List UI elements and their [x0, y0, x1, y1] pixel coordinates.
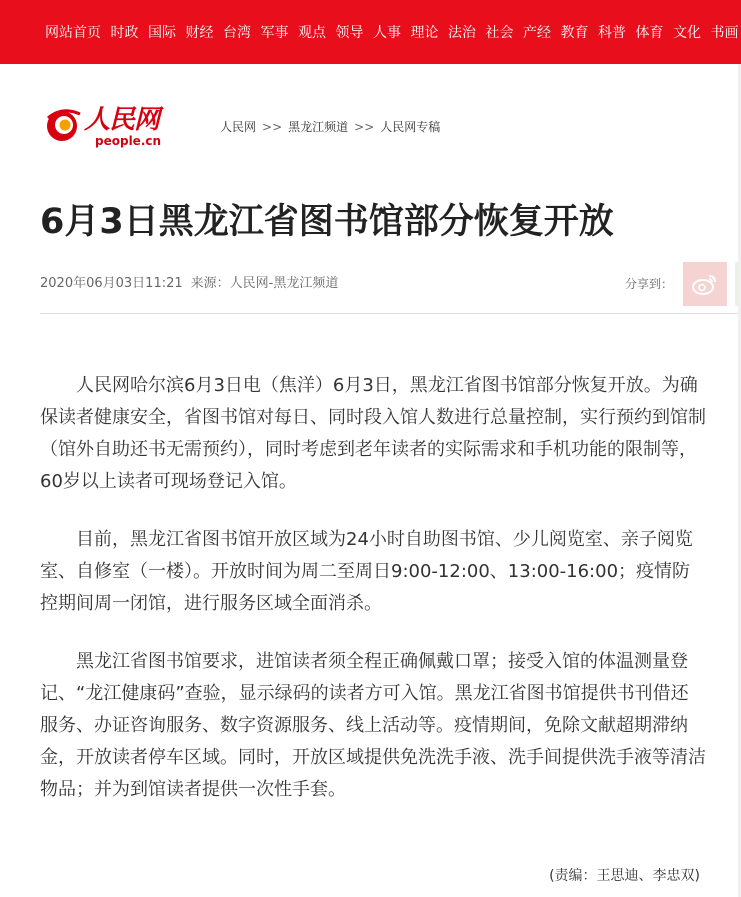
top-navigation-bar [0, 0, 741, 64]
weibo-icon [692, 273, 718, 295]
editor-credit: (责编：王思迪、李忠双) [549, 868, 700, 884]
nav-item[interactable]: 人事 [373, 25, 401, 41]
breadcrumb-separator: >> [354, 120, 375, 134]
logo-english-text: people.cn [95, 134, 162, 148]
share-label: 分享到： [625, 277, 674, 291]
nav-item[interactable]: 观点 [298, 25, 326, 41]
nav-item[interactable]: 网站首页 [45, 25, 101, 41]
breadcrumb-item-section[interactable]: 人民网专稿 [380, 120, 441, 134]
nav-menu [45, 22, 741, 43]
breadcrumb-item-home[interactable]: 人民网 [220, 120, 257, 134]
logo-emblem-icon [44, 104, 84, 144]
nav-item[interactable]: 书画 [710, 25, 739, 41]
source-link[interactable]: 人民网-黑龙江频道 [229, 276, 339, 291]
breadcrumb-separator: >> [262, 120, 283, 134]
nav-item[interactable]: 科普 [598, 25, 626, 41]
article-paragraph: 黑龙江省图书馆要求，进馆读者须全程正确佩戴口罩；接受入馆的体温测量登记、“龙江健康码”查验，显示绿码的读者方可入馆。黑龙江省图书馆提供书刊借还服务、办证咨询服务、数字资源服务、线上活动等。疫情期间，免除文献超期滞纳金，开放读者停车区域。同时，开放区域提供免洗洗手液、洗手间提供洗手液等清洁物品；并为到馆读者提供一次性手套。 [40, 651, 706, 800]
publish-datetime: 2020年06月03日11:21 [40, 276, 183, 291]
nav-item[interactable]: 财经 [185, 25, 214, 41]
logo-chinese-text: 人民网 [84, 105, 160, 135]
nav-item[interactable]: 教育 [560, 25, 589, 41]
article-title: 6月3日黑龙江省图书馆部分恢复开放 [40, 202, 614, 242]
nav-item[interactable]: 法治 [448, 25, 476, 41]
source-label: 来源： [190, 276, 230, 291]
nav-item[interactable]: 体育 [635, 25, 664, 41]
nav-item[interactable]: 国际 [148, 25, 176, 41]
nav-item[interactable]: 产经 [523, 25, 551, 41]
people-cn-logo[interactable] [44, 104, 164, 150]
nav-item[interactable]: 军事 [260, 25, 289, 41]
share-weibo-button[interactable] [683, 262, 727, 306]
article-paragraph: 人民网哈尔滨6月3日电（焦洋）6月3日，黑龙江省图书馆部分恢复开放。为确保读者健康安全，省图书馆对每日、同时段入馆人数进行总量控制，实行预约到馆制（馆外自助还书无需预约），同时考虑到老年读者的实际需求和手机功能的限制等，60岁以上读者可现场登记入馆。 [40, 375, 706, 492]
nav-item[interactable]: 领导 [335, 25, 364, 41]
nav-item[interactable]: 理论 [410, 25, 439, 41]
breadcrumb-item-channel[interactable]: 黑龙江频道 [288, 120, 349, 134]
nav-item[interactable]: 社会 [485, 25, 514, 41]
article-body [40, 370, 706, 832]
article-paragraph: 目前，黑龙江省图书馆开放区域为24小时自助图书馆、少儿阅览室、亲子阅览室、自修室（一楼）。开放时间为周二至周日9:00-12:00、13:00-16:00；疫情防控期间周一闭馆，进行服务区域全面消杀。 [40, 529, 693, 614]
nav-item[interactable]: 台湾 [223, 25, 251, 41]
article-meta [40, 275, 338, 293]
nav-item[interactable]: 时政 [110, 25, 139, 41]
header-divider [40, 313, 741, 314]
nav-item[interactable]: 文化 [673, 25, 701, 41]
breadcrumb [220, 119, 440, 135]
